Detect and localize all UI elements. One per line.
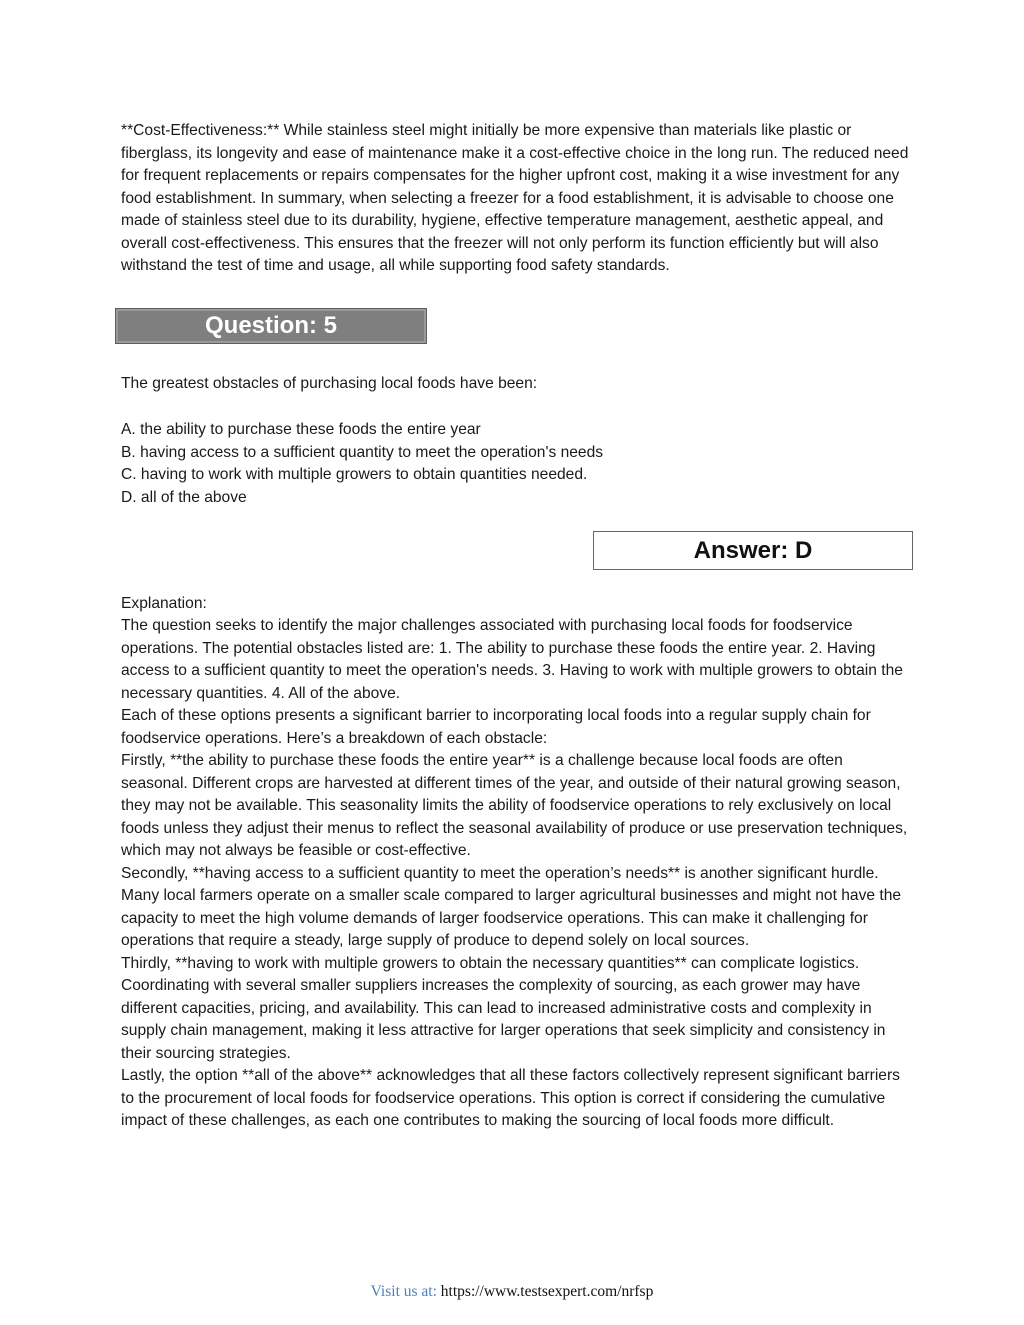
answer-text: Answer: D [693,537,813,564]
explanation-label: Explanation: [121,595,207,612]
question-number: Question: 5 [204,312,337,339]
option-d: D. all of the above [121,488,247,506]
footer-url[interactable]: https://www.testsexpert.com/nrfsp [440,1283,654,1300]
question-banner [115,308,427,344]
intro-paragraph: **Cost-Effectiveness:** While stainless steel might initially be more expensive than materials like plastic or fiberglass, its longevity and ease of maintenance make it a cost-effective choice in the long run. The reduced need for frequent replacements or repairs compensates for the higher upfront cost, making it a wise investment for any food establishment. In summary, when selecting a freezer for a food establishment, it is advisable to choose one made of stainless steel due to its durability, hygiene, effective temperature management, aesthetic appeal, and overall cost-effectiveness. This ensures that the freezer will not only perform its function efficiently but will also withstand the test of time and usage, all while supporting food safety standards. [121,122,909,274]
explanation-paragraph: Secondly, **having access to a sufficient quantity to meet the operation’s needs** is another significant hurdle. Many local farmers operate on a smaller scale compared to larger agricultural businesses and might not have the capacity to meet the high volume demands of larger foodservice operations. This can make it challenging for operations that require a steady, large supply of produce to depend solely on local sources. [121,864,902,949]
answer-options [121,419,911,509]
explanation-paragraph: Lastly, the option **all of the above** acknowledges that all these factors collectively represent significant barriers to the procurement of local foods for foodservice operations. This option is correct if considering the cumulative impact of these challenges, as each one contributes to making the sourcing of local foods more difficult. [121,1067,900,1129]
option-c: C. having to work with multiple growers to obtain quantities needed. [121,466,588,483]
explanation-body [121,615,911,1133]
option-b: B. having access to a sufficient quantity to meet the operation's needs [121,443,604,461]
footer [0,1283,1024,1301]
explanation-paragraph: The question seeks to identify the major challenges associated with purchasing local foods for foodservice operations. The potential obstacles listed are: 1. The ability to purchase these foods the entire year. 2. Having access to a sufficient quantity to meet the operation's needs. 3. Having to work with multiple growers to obtain the necessary quantities. 4. All of the above. [121,617,903,702]
explanation-paragraph: Each of these options presents a significant barrier to incorporating local foods into a regular supply chain for foodservice operations. Here’s a breakdown of each obstacle: [121,707,871,747]
option-a: A. the ability to purchase these foods the entire year [121,421,481,438]
footer-label: Visit us at: [370,1283,441,1300]
explanation-paragraph: Firstly, **the ability to purchase these foods the entire year** is a challenge because local foods are often seasonal. Different crops are harvested at different times of the year, and outside of their natural growing season, they may not be available. This seasonality limits the ability of foodservice operations to rely exclusively on local foods unless they adjust their menus to reflect the seasonal availability of produce or use preservation techniques, which may not always be feasible or cost-effective. [121,752,908,859]
question-stem: The greatest obstacles of purchasing local foods have been: [121,375,538,392]
explanation-paragraph: Thirdly, **having to work with multiple growers to obtain the necessary quantities** can complicate logistics. Coordinating with several smaller suppliers increases the complexity of sourcing, as each grower may have different capacities, pricing, and availability. This can lead to increased administrative costs and complexity in supply chain management, making it less attractive for larger operations that seek simplicity and consistency in their sourcing strategies. [121,954,886,1062]
answer-box [593,531,913,570]
